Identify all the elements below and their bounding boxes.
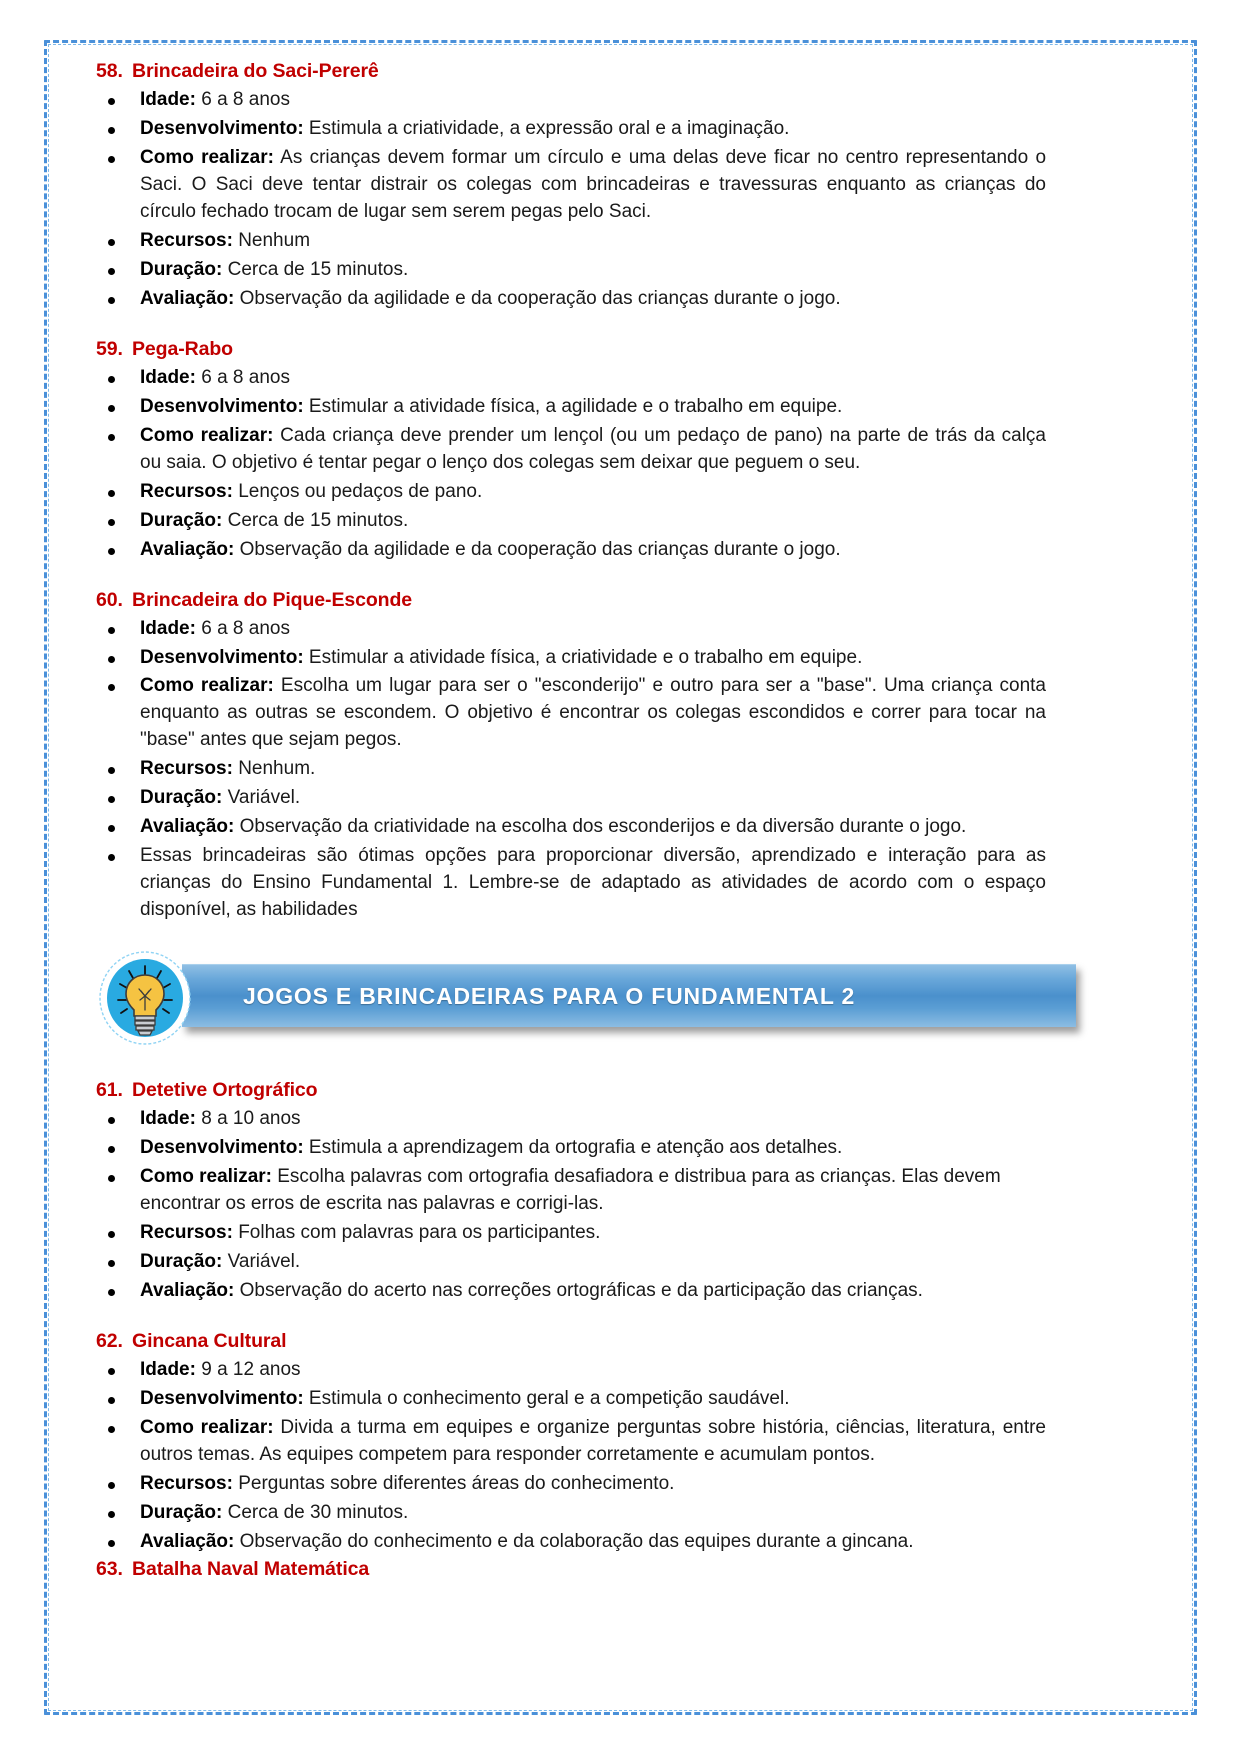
bullet-icon xyxy=(108,1426,115,1433)
bullet-icon xyxy=(108,1146,115,1153)
bullet-icon xyxy=(108,627,115,634)
list-item xyxy=(96,814,1046,841)
document-content xyxy=(96,60,1046,1585)
item-label: Recursos: xyxy=(140,229,233,251)
bullet-icon xyxy=(108,519,115,526)
bullet-icon xyxy=(108,1231,115,1238)
bullet-icon xyxy=(108,297,115,304)
item-label: Desenvolvimento: xyxy=(140,117,304,139)
item-label: Recursos: xyxy=(140,1472,233,1494)
item-label: Recursos: xyxy=(140,480,233,502)
item-label: Idade: xyxy=(140,366,196,388)
item-label: Desenvolvimento: xyxy=(140,646,304,668)
section-spacer xyxy=(96,1307,1046,1330)
section-title: Pega-Rabo xyxy=(132,337,233,360)
bullet-icon xyxy=(108,825,115,832)
list-item xyxy=(96,228,1046,255)
list-item xyxy=(96,423,1046,477)
bullet-icon xyxy=(108,656,115,663)
item-text: Nenhum xyxy=(232,229,311,251)
bullet-icon xyxy=(108,127,115,134)
bullet-icon xyxy=(108,434,115,441)
list-item xyxy=(96,1164,1046,1218)
bullet-icon xyxy=(108,490,115,497)
item-text: Observação da agilidade e da cooperação das crianças durante o jogo. xyxy=(234,287,841,309)
item-label: Avaliação: xyxy=(140,1530,235,1552)
item-label: Idade: xyxy=(140,1108,196,1130)
item-label: Como realizar: xyxy=(140,1166,272,1188)
list-item xyxy=(96,1500,1046,1527)
section-61 xyxy=(96,1079,1046,1305)
section-heading xyxy=(96,1330,1046,1353)
item-label: Avaliação: xyxy=(140,1280,235,1301)
section-item-list xyxy=(96,1106,1046,1305)
list-item xyxy=(96,756,1046,783)
item-text: Escolha um lugar para ser o "esconderijo" e outro para ser a "base". Uma criança conta enquanto as outras se escondem. O objetivo é encontrar os colegas escondidos e correr para tocar na "base" antes que sejam pegos. xyxy=(140,675,1046,751)
list-item xyxy=(96,1386,1046,1413)
section-spacer xyxy=(96,1069,1046,1079)
bullet-icon xyxy=(108,767,115,774)
bullet-icon xyxy=(108,1117,115,1124)
item-label: Desenvolvimento: xyxy=(140,1387,304,1409)
section-banner xyxy=(96,950,1046,1046)
section-60 xyxy=(96,589,1046,925)
bullet-icon xyxy=(108,156,115,163)
section-spacer xyxy=(96,315,1046,338)
bullet-icon xyxy=(108,854,115,861)
section-item-list xyxy=(96,365,1046,564)
bullet-icon xyxy=(108,1260,115,1267)
bullet-icon xyxy=(108,1175,115,1182)
item-text: 6 a 8 anos xyxy=(195,617,290,639)
bullet-icon xyxy=(108,548,115,555)
list-item xyxy=(96,116,1046,143)
list-item xyxy=(96,1278,1046,1305)
list-item xyxy=(96,508,1046,535)
item-text: Divida a turma em equipes e organize perguntas sobre história, ciências, literatura, entre outros temas. As equipes competem para responder corretamente e acumulam pontos. xyxy=(140,1416,1046,1465)
item-text: 6 a 8 anos xyxy=(195,366,290,388)
bullet-icon xyxy=(108,1289,115,1296)
list-item xyxy=(96,1529,1046,1556)
item-text: 8 a 10 anos xyxy=(195,1108,301,1130)
list-item xyxy=(96,843,1046,924)
bullet-icon xyxy=(108,376,115,383)
item-label: Avaliação: xyxy=(140,287,235,309)
item-label: Recursos: xyxy=(140,758,233,780)
item-text: As crianças devem formar um círculo e uma delas deve ficar no centro representando o Saci. O Saci deve tentar distrair os colegas com brincadeiras e travessuras enquanto as crianças do círculo fechado trocam de lugar sem serem pegas pelo Saci. xyxy=(140,146,1047,222)
item-text: Observação do acerto nas correções ortográficas e da participação das crianças. xyxy=(234,1280,923,1301)
item-label: Como realizar: xyxy=(140,424,274,446)
list-item xyxy=(96,286,1046,313)
item-text: Nenhum. xyxy=(232,758,316,780)
section-item-list xyxy=(96,1357,1046,1556)
list-item xyxy=(96,479,1046,506)
item-text: Estimula o conhecimento geral e a competição saudável. xyxy=(303,1387,790,1409)
section-heading xyxy=(96,60,1046,83)
item-label: Duração: xyxy=(140,258,223,280)
bullet-icon xyxy=(108,1368,115,1375)
item-text: Perguntas sobre diferentes áreas do conhecimento. xyxy=(232,1472,675,1494)
list-item xyxy=(96,1249,1046,1276)
item-text: Escolha palavras com ortografia desafiadora e distribua para as crianças. Elas devem encontrar os erros de escrita nas palavras e corrigi-las. xyxy=(140,1166,1001,1215)
item-text: 9 a 12 anos xyxy=(195,1358,301,1380)
section-59 xyxy=(96,338,1046,564)
section-title: Gincana Cultural xyxy=(132,1329,287,1352)
item-text: Essas brincadeiras são ótimas opções para proporcionar diversão, aprendizado e interação para as crianças do Ensino Fundamental 1. Lembre-se de adaptado as atividades de acordo com o espaço disponível, as habilidades xyxy=(140,845,1046,921)
section-heading xyxy=(96,1558,1046,1581)
item-text: Cerca de 30 minutos. xyxy=(222,1501,409,1523)
bullet-icon xyxy=(108,796,115,803)
lightbulb-icon xyxy=(96,950,194,1046)
section-number: 63. xyxy=(96,1557,123,1580)
list-item xyxy=(96,785,1046,812)
bullet-icon xyxy=(108,1482,115,1489)
section-heading xyxy=(96,589,1046,612)
item-label: Duração: xyxy=(140,787,223,809)
item-text: Observação da agilidade e da cooperação das crianças durante o jogo. xyxy=(234,538,841,560)
item-label: Como realizar: xyxy=(140,675,274,697)
section-item-list xyxy=(96,616,1046,925)
item-text: Observação do conhecimento e da colaboração das equipes durante a gincana. xyxy=(234,1530,914,1552)
bullet-icon xyxy=(108,684,115,691)
list-item xyxy=(96,1471,1046,1498)
section-number: 62. xyxy=(96,1329,123,1352)
item-text: Estimular a atividade física, a criatividade e o trabalho em equipe. xyxy=(303,646,863,668)
list-item xyxy=(96,394,1046,421)
item-text: Variável. xyxy=(222,1251,301,1273)
section-spacer xyxy=(96,566,1046,589)
banner-title: JOGOS E BRINCADEIRAS PARA O FUNDAMENTAL 2 xyxy=(242,982,856,1009)
item-label: Como realizar: xyxy=(140,1416,274,1438)
list-item xyxy=(96,616,1046,643)
list-item xyxy=(96,1357,1046,1384)
section-title: Detetive Ortográfico xyxy=(132,1079,318,1102)
section-heading xyxy=(96,1079,1046,1102)
bullet-icon xyxy=(108,1540,115,1547)
section-title: Brincadeira do Pique-Esconde xyxy=(132,588,413,611)
section-number: 59. xyxy=(96,337,123,360)
item-label: Duração: xyxy=(140,1251,223,1273)
item-text: Cerca de 15 minutos. xyxy=(222,509,409,531)
item-label: Duração: xyxy=(140,509,223,531)
bullet-icon xyxy=(108,98,115,105)
item-label: Idade: xyxy=(140,1358,196,1380)
item-text: Estimula a aprendizagem da ortografia e atenção aos detalhes. xyxy=(303,1137,843,1159)
bullet-icon xyxy=(108,1397,115,1404)
list-item xyxy=(96,645,1046,672)
list-item xyxy=(96,145,1046,226)
section-number: 61. xyxy=(96,1079,123,1102)
list-item xyxy=(96,1135,1046,1162)
item-text: Estimular a atividade física, a agilidade e o trabalho em equipe. xyxy=(303,395,843,417)
item-label: Recursos: xyxy=(140,1222,233,1244)
item-label: Como realizar: xyxy=(140,146,274,168)
item-text: Cada criança deve prender um lençol (ou um pedaço de pano) na parte de trás da calça ou saia. O objetivo é tentar pegar o lenço dos colegas sem deixar que peguem o seu. xyxy=(140,424,1046,473)
section-62 xyxy=(96,1330,1046,1556)
item-text: Lenços ou pedaços de pano. xyxy=(232,480,483,502)
item-text: Folhas com palavras para os participantes. xyxy=(232,1222,601,1244)
item-label: Duração: xyxy=(140,1501,223,1523)
section-number: 58. xyxy=(96,60,123,82)
section-title: Brincadeira do Saci-Pererê xyxy=(132,60,379,82)
banner-bar xyxy=(182,964,1076,1027)
item-label: Idade: xyxy=(140,617,196,639)
section-number: 60. xyxy=(96,588,123,611)
section-spacer xyxy=(96,1046,1046,1069)
item-text: 6 a 8 anos xyxy=(195,89,290,110)
section-58 xyxy=(96,60,1046,313)
item-text: Cerca de 15 minutos. xyxy=(222,258,409,280)
list-item xyxy=(96,1220,1046,1247)
section-63 xyxy=(96,1558,1046,1581)
bullet-icon xyxy=(108,239,115,246)
item-text: Observação da criatividade na escolha dos esconderijos e da diversão durante o jogo. xyxy=(234,816,967,838)
list-item xyxy=(96,365,1046,392)
section-title: Batalha Naval Matemática xyxy=(132,1557,370,1580)
item-label: Desenvolvimento: xyxy=(140,1137,304,1159)
item-text: Estimula a criatividade, a expressão oral e a imaginação. xyxy=(303,117,790,139)
item-label: Avaliação: xyxy=(140,538,235,560)
section-heading xyxy=(96,338,1046,361)
list-item xyxy=(96,87,1046,114)
bullet-icon xyxy=(108,405,115,412)
item-label: Idade: xyxy=(140,89,196,110)
list-item xyxy=(96,1415,1046,1469)
item-text: Variável. xyxy=(222,787,301,809)
bullet-icon xyxy=(108,1511,115,1518)
section-item-list xyxy=(96,87,1046,313)
item-label: Avaliação: xyxy=(140,816,235,838)
list-item xyxy=(96,257,1046,284)
list-item xyxy=(96,673,1046,754)
list-item xyxy=(96,537,1046,564)
list-item xyxy=(96,1106,1046,1133)
item-label: Desenvolvimento: xyxy=(140,395,304,417)
bullet-icon xyxy=(108,268,115,275)
